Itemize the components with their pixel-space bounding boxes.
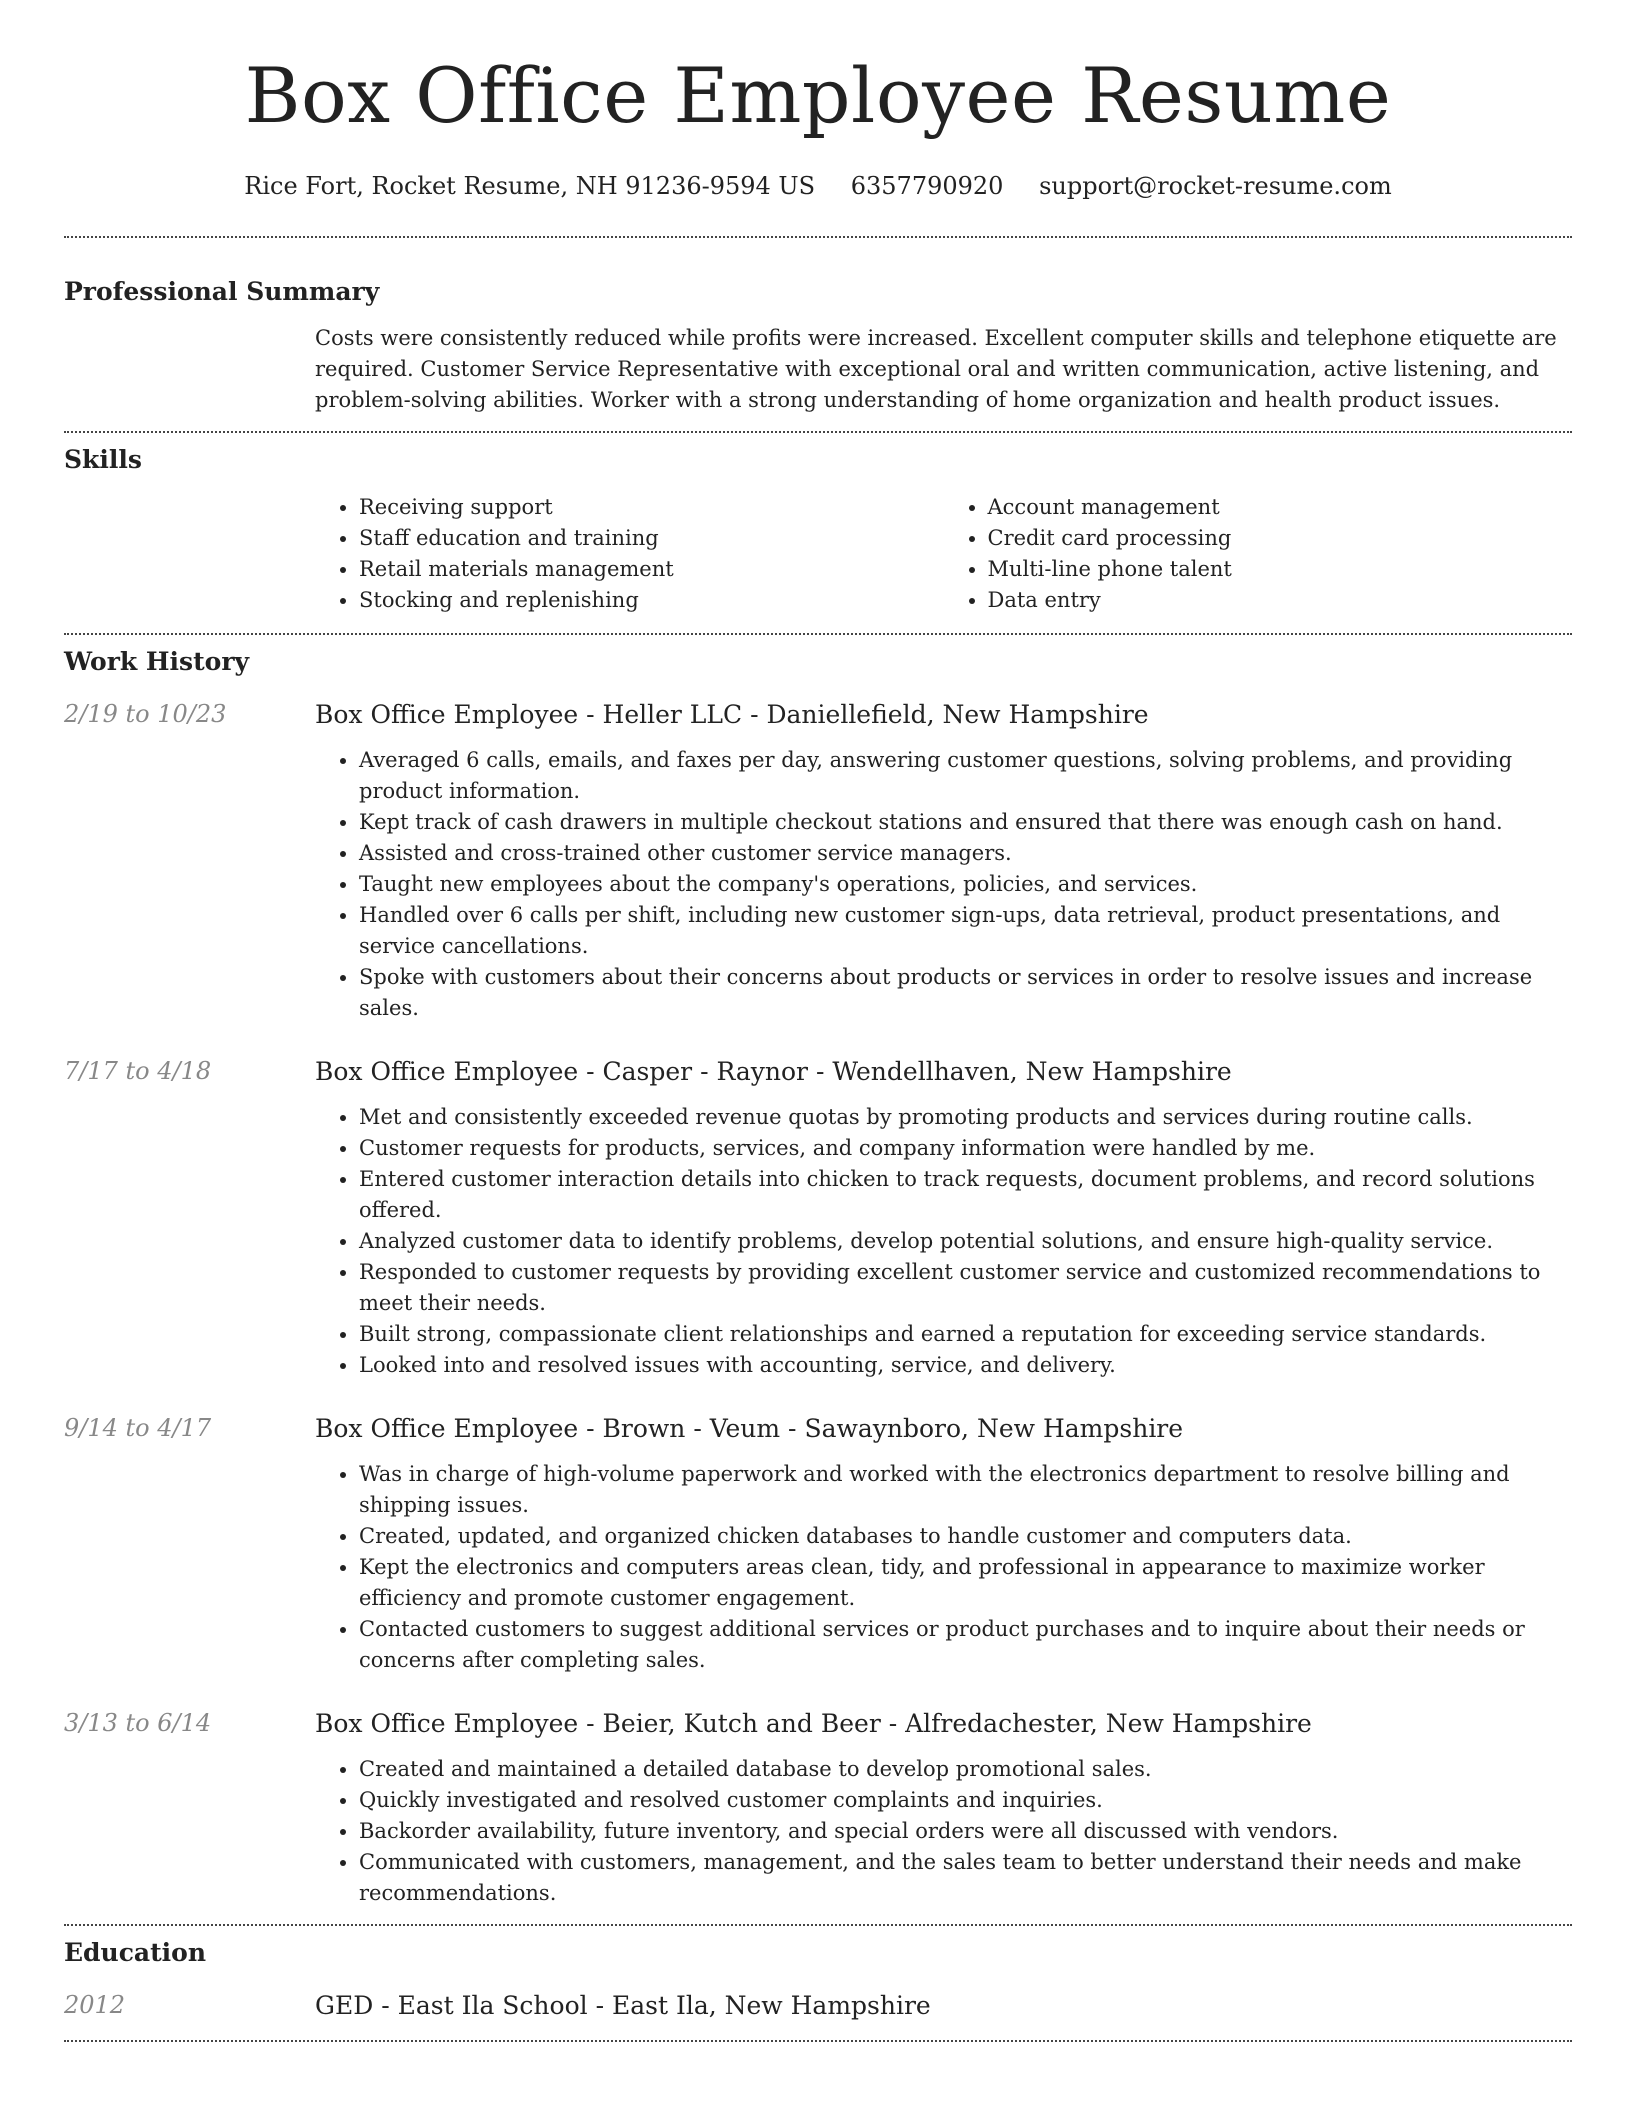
divider [64,1924,1572,1926]
job-entry [64,700,1572,1024]
job-bullet: • Quickly investigated and resolved customer complaints and inquiries. [359,1785,1572,1816]
job-bullet: • Kept the electronics and computers areas clean, tidy, and professional in appearance to maximize worker efficiency and promote customer engagement. [359,1552,1572,1614]
job-dates: 9/14 to 4/17 [64,1414,212,1442]
summary-section [64,277,1572,416]
job-bullet: • Assisted and cross-trained other customer service managers. [359,838,1572,869]
job-bullet: • Averaged 6 calls, emails, and faxes per day, answering customer questions, solving problems, and providing product information. [359,745,1572,807]
job-entry [64,1057,1572,1381]
job-bullet: • Customer requests for products, services, and company information were handled by me. [359,1133,1572,1164]
skills-list-right [944,492,1573,616]
skills-heading: Skills [64,445,142,474]
skill-item: • Stocking and replenishing [359,585,944,616]
divider [64,236,1572,238]
summary-text: Costs were consistently reduced while profits were increased. Excellent computer skills and telephone etiquette are required. Customer Service Representative with exceptional oral and written communication, active listening, and problem-solving abilities. Worker with a strong understanding of home organization and health product issues. [315,326,1557,412]
skill-item: • Data entry [988,585,1573,616]
job-bullet: • Kept track of cash drawers in multiple checkout stations and ensured that there was enough cash on hand. [359,807,1572,838]
job-title: Box Office Employee - Brown - Veum - Sawaynboro, New Hampshire [315,1414,1184,1443]
job-bullet: • Was in charge of high-volume paperwork and worked with the electronics department to resolve billing and shipping issues. [359,1459,1572,1521]
contact-phone: 6357790920 [850,172,1004,200]
divider [64,2040,1572,2042]
skill-item: • Retail materials management [359,554,944,585]
education-title: GED - East Ila School - East Ila, New Hampshire [315,1991,931,2020]
job-entry [64,1709,1572,1909]
education-section [64,1938,1572,2020]
education-entry [64,1991,1572,2020]
work-heading: Work History [64,647,250,676]
job-bullets [315,1102,1572,1381]
job-bullet: • Communicated with customers, management, and the sales team to better understand their needs and make recommendations. [359,1847,1572,1909]
skill-item: • Multi-line phone talent [988,554,1573,585]
education-dates: 2012 [64,1991,126,2019]
job-bullet: • Built strong, compassionate client relationships and earned a reputation for exceeding service standards. [359,1319,1572,1350]
job-entry [64,1414,1572,1676]
job-bullet: • Analyzed customer data to identify problems, develop potential solutions, and ensure high-quality service. [359,1226,1572,1257]
work-section [64,647,1572,1909]
job-bullet: • Created, updated, and organized chicken databases to handle customer and computers data. [359,1521,1572,1552]
job-title: Box Office Employee - Heller LLC - Daniellefield, New Hampshire [315,700,1149,729]
divider [64,633,1572,635]
contact-line [64,172,1572,200]
skill-item: • Account management [988,492,1573,523]
resume-page [64,0,1572,2042]
job-bullets [315,1754,1572,1909]
skills-list-left [315,492,944,616]
contact-address: Rice Fort, Rocket Resume, NH 91236-9594 US [244,172,816,200]
contact-email: support@rocket-resume.com [1039,172,1392,200]
job-bullet: • Entered customer interaction details into chicken to track requests, document problems, and record solutions offered. [359,1164,1572,1226]
divider [64,431,1572,433]
job-bullet: • Responded to customer requests by providing excellent customer service and customized recommendations to meet their needs. [359,1257,1572,1319]
job-bullet: • Spoke with customers about their concerns about products or services in order to resolve issues and increase sales. [359,962,1572,1024]
job-dates: 2/19 to 10/23 [64,700,227,728]
job-bullet: • Handled over 6 calls per shift, including new customer sign-ups, data retrieval, product presentations, and service cancellations. [359,900,1572,962]
job-title: Box Office Employee - Beier, Kutch and Beer - Alfredachester, New Hampshire [315,1709,1312,1738]
job-dates: 7/17 to 4/18 [64,1057,212,1085]
job-bullet: • Met and consistently exceeded revenue quotas by promoting products and services during routine calls. [359,1102,1572,1133]
job-bullet: • Contacted customers to suggest additional services or product purchases and to inquire about their needs or concerns after completing sales. [359,1614,1572,1676]
education-heading: Education [64,1938,207,1967]
summary-heading: Professional Summary [64,277,380,306]
skill-item: • Receiving support [359,492,944,523]
job-bullet: • Backorder availability, future inventory, and special orders were all discussed with vendors. [359,1816,1572,1847]
skill-item: • Staff education and training [359,523,944,554]
skills-grid [315,492,1572,616]
job-bullets [315,745,1572,1024]
resume-title: Box Office Employee Resume [244,51,1392,140]
job-bullet: • Created and maintained a detailed database to develop promotional sales. [359,1754,1572,1785]
job-dates: 3/13 to 6/14 [64,1709,212,1737]
skills-section [64,445,1572,616]
job-bullet: • Looked into and resolved issues with accounting, service, and delivery. [359,1350,1572,1381]
skill-item: • Credit card processing [988,523,1573,554]
job-bullet: • Taught new employees about the company's operations, policies, and services. [359,869,1572,900]
job-title: Box Office Employee - Casper - Raynor - Wendellhaven, New Hampshire [315,1057,1232,1086]
job-bullets [315,1459,1572,1676]
